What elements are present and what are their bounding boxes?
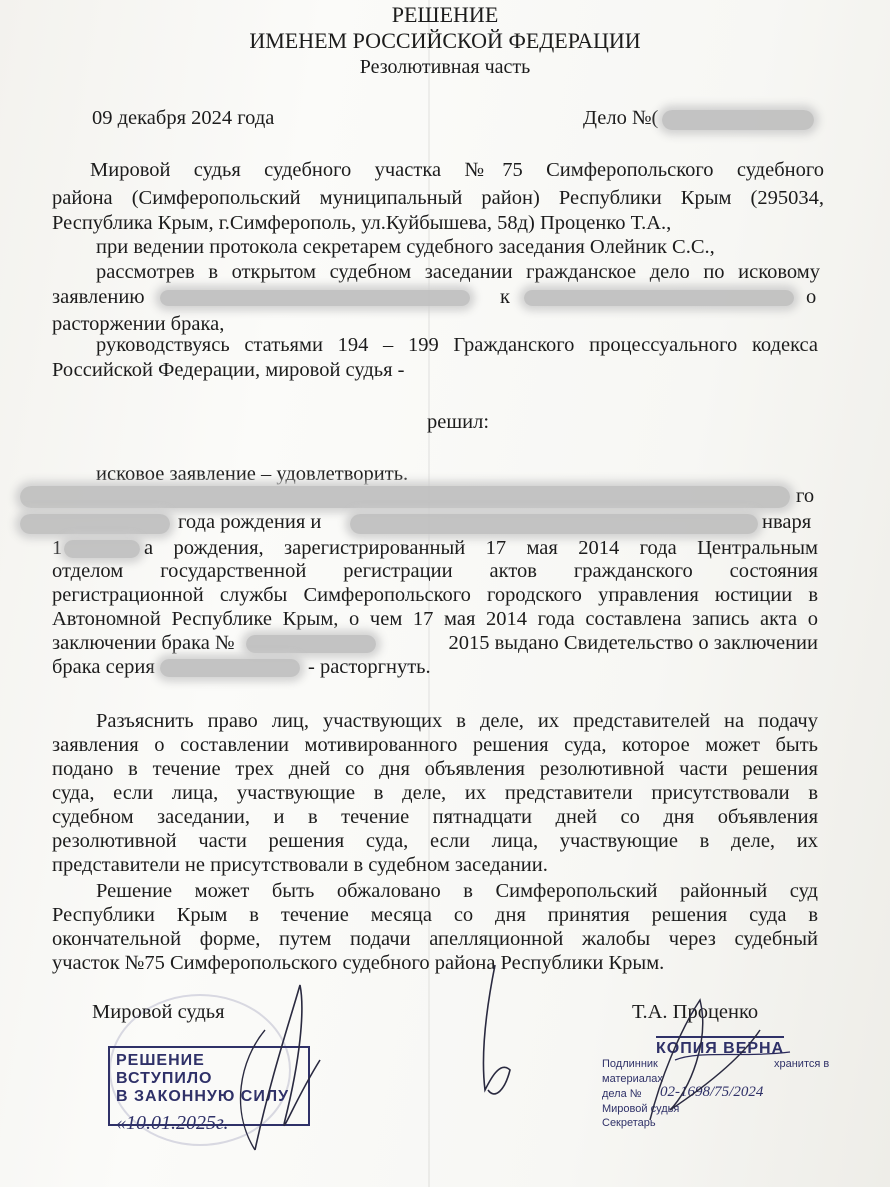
stamp-original: Подлинник	[602, 1058, 658, 1070]
resolution-7: Автономной Республике Крым, о чем 17 мая 2014 года составлена запись акта о	[52, 608, 818, 630]
case-number: Дело №(	[583, 107, 659, 129]
explain-6: резолютивной части решения суда, если лица, участвующие в деле, их	[52, 830, 818, 852]
resolution-3b: нваря	[762, 511, 812, 533]
entry-into-force-stamp	[108, 1046, 310, 1134]
appeal-3: окончательной форме, путем подачи апелляционной жалобы через судебный	[52, 928, 818, 950]
signature-role: Мировой судья	[92, 1001, 225, 1023]
explain-1: Разъяснить право лиц, участвующих в деле, их представителей на подачу	[96, 710, 818, 732]
doc-part: Резолютивная часть	[359, 56, 531, 78]
resolution-3a: года рождения и	[178, 511, 322, 533]
para-considered-1: рассмотрев в открытом судебном заседании гражданское дело по исковому	[96, 261, 820, 283]
resolution-9a: брака серия	[52, 656, 155, 678]
copy-certified-stamp	[602, 1036, 850, 1128]
redaction	[246, 635, 376, 653]
explain-2: заявления о составлении мотивированного решения суда, которое может быть	[52, 734, 818, 756]
resolution-1: исковое заявление – удовлетворить.	[96, 463, 409, 485]
appeal-2: Республики Крым в течение месяца со дня принятия решения суда в	[52, 904, 818, 926]
stamp-materials: материалах	[602, 1073, 663, 1085]
redaction	[160, 290, 470, 306]
center-signature	[483, 965, 510, 1094]
para-secretary: при ведении протокола секретарем судебного заседания Олейник С.С.,	[96, 236, 715, 258]
explain-3: подано в течение трех дней со дня объявления резолютивной части решения	[52, 758, 818, 780]
redaction	[524, 290, 794, 306]
para-judge-3: Республика Крым, г.Симферополь, ул.Куйбышева, 58д) Проценко Т.А.,	[52, 212, 672, 234]
stamp-line-2: В ЗАКОННУЮ СИЛУ	[116, 1088, 290, 1105]
redaction	[350, 514, 758, 534]
resolution-4b: а рождения, зарегистрированный 17 мая 2014 года Центральным	[144, 537, 818, 559]
doc-subtitle: ИМЕНЕМ РОССИЙСКОЙ ФЕДЕРАЦИИ	[249, 28, 641, 53]
resolution-8b: 2015 выдано Свидетельство о заключении	[448, 632, 818, 654]
resolution-9b: - расторгнуть.	[308, 656, 431, 678]
explain-5: судебном заседании, и в течение пятнадцати дней со дня объявления	[52, 806, 818, 828]
resolution-6: регистрационной службы Симферопольского городского управления юстиции в	[52, 584, 818, 606]
resolution-2-fragment: го	[796, 485, 815, 507]
doc-title: РЕШЕНИЕ	[391, 2, 499, 27]
redaction	[662, 110, 814, 130]
stamp-line-1: РЕШЕНИЕ ВСТУПИЛО	[116, 1052, 213, 1087]
stamp-date: «10.01.2025г.	[116, 1112, 229, 1134]
para-considered-2b: к	[500, 286, 510, 308]
para-guided-2: Российской Федерации, мировой судья -	[52, 359, 405, 381]
signature-name: Т.А. Проценко	[632, 1001, 759, 1023]
explain-4: суда, если лица, участвующие в деле, их представители присутствовали в	[52, 782, 818, 804]
redaction	[20, 514, 170, 534]
stamp-case-label: дела №	[602, 1088, 642, 1100]
para-judge-2: района (Симферопольский муниципальный район) Республики Крым (295034,	[52, 187, 824, 209]
redaction	[160, 659, 300, 677]
explain-7: представители не присутствовали в судебном заседании.	[52, 854, 548, 876]
decision-date: 09 декабря 2024 года	[92, 107, 275, 129]
stamp-judge: Мировой судья	[602, 1103, 680, 1115]
resolution-8a: заключении брака №	[52, 632, 235, 654]
stamp-title: КОПИЯ ВЕРНА	[656, 1036, 784, 1058]
appeal-1: Решение может быть обжаловано в Симферопольский районный суд	[96, 880, 818, 902]
resolution-4a: 1	[52, 537, 63, 559]
para-guided-1: руководствуясь статьями 194 – 199 Гражданского процессуального кодекса	[96, 334, 818, 356]
redaction	[64, 540, 140, 558]
resolution-5: отделом государственной регистрации актов гражданского состояния	[52, 560, 818, 582]
stamp-kept: хранится в	[774, 1058, 830, 1070]
para-judge-1: Мировой судья судебного участка №75 Симферопольского судебного	[90, 159, 824, 181]
stamp-case-number: 02-1698/75/2024	[660, 1084, 764, 1100]
redaction	[20, 486, 790, 508]
para-considered-3: расторжении брака,	[52, 313, 225, 335]
appeal-4: участок №75 Симферопольского судебного района Республики Крым.	[52, 952, 665, 974]
para-considered-2c: о	[806, 286, 817, 308]
para-considered-2a: заявлению	[52, 286, 145, 308]
decided-heading: решил:	[427, 411, 490, 433]
stamp-secretary: Секретарь	[602, 1117, 656, 1129]
